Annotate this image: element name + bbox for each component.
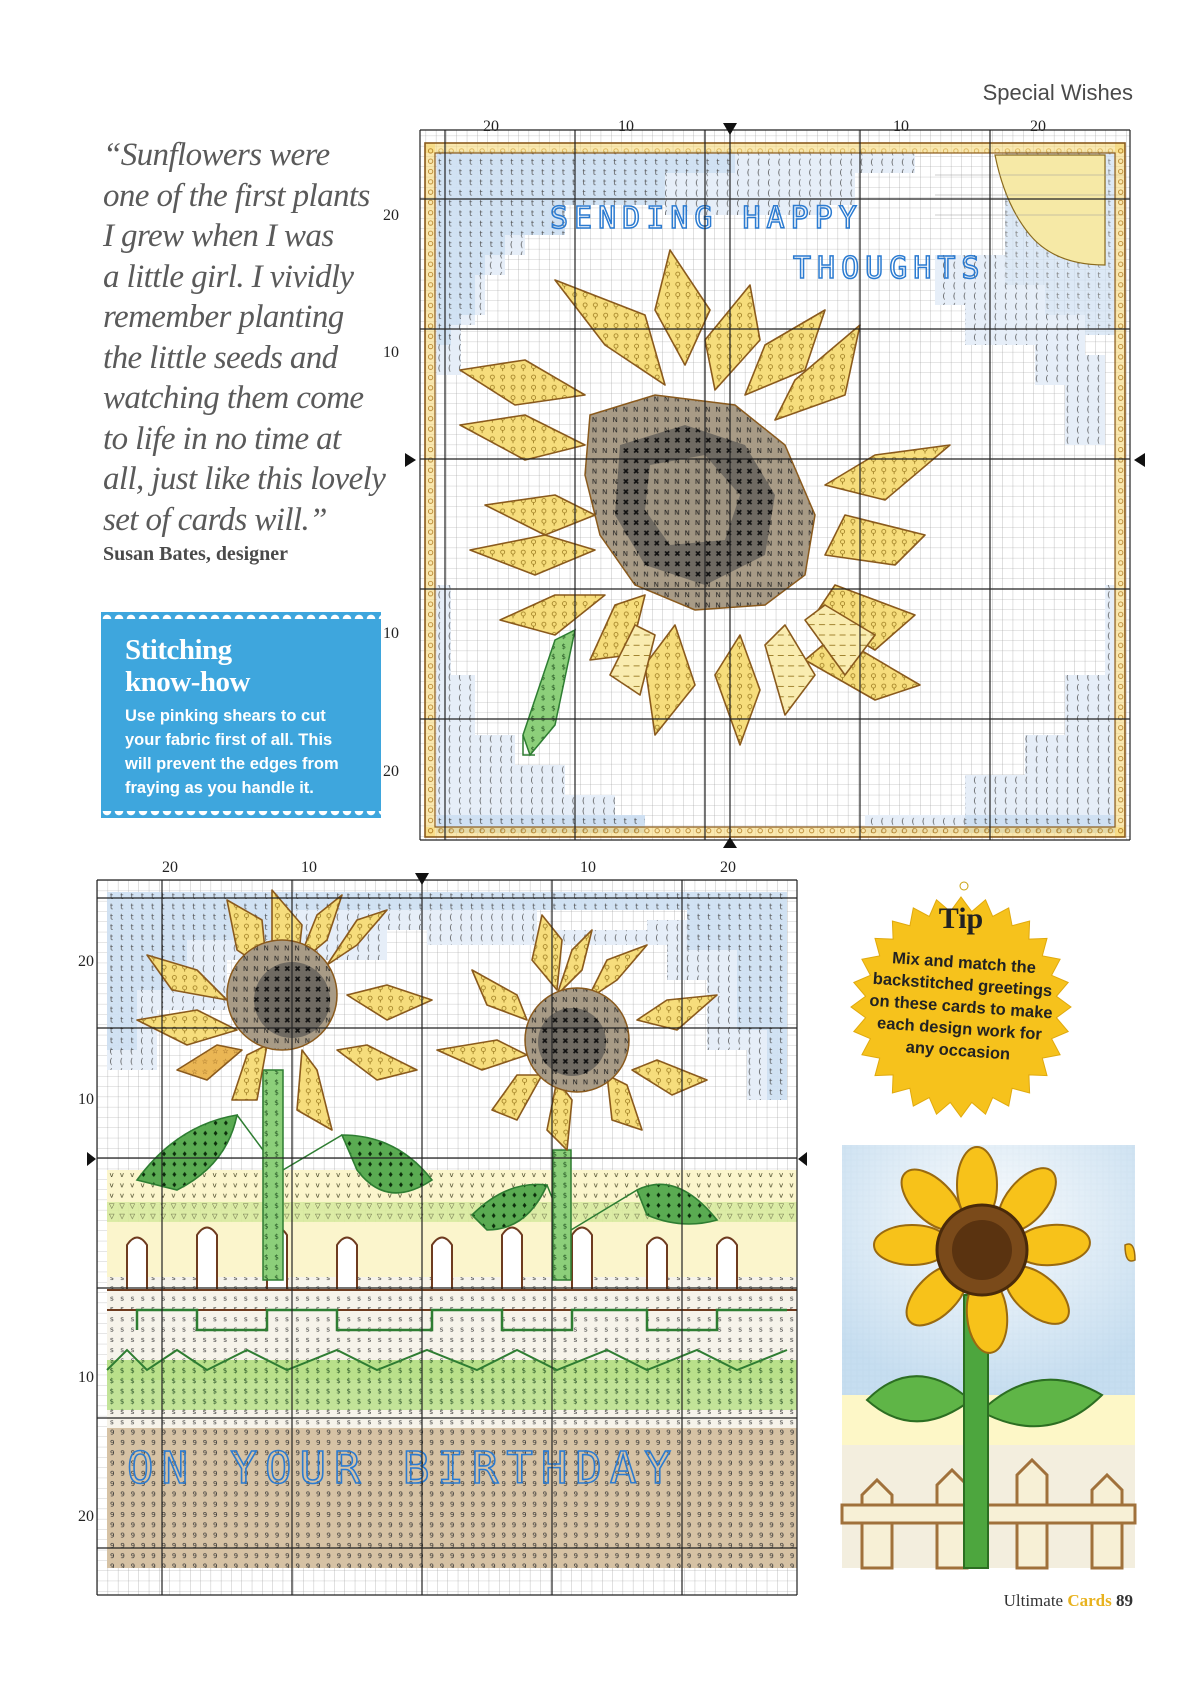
knowhow-title-line: know-how xyxy=(125,666,250,698)
backstitch-text: THOUGHTS xyxy=(793,251,986,286)
axis-number: 10 xyxy=(618,118,634,135)
page-number: 89 xyxy=(1116,1591,1133,1610)
tip-text-line: backstitched greetings xyxy=(872,969,1053,1001)
axis-number: 20 xyxy=(162,859,178,876)
center-arrow-icon xyxy=(798,1152,807,1166)
axis-number: 10 xyxy=(78,1091,94,1108)
quote-line: watching them come xyxy=(103,380,364,416)
axis-number: 20 xyxy=(383,763,399,780)
section-label: Special Wishes xyxy=(982,80,1133,105)
knowhow-text-line: Use pinking shears to cut xyxy=(125,707,326,725)
chart-top-axis-labels xyxy=(380,115,1160,780)
pull-quote xyxy=(103,135,403,540)
tip-text xyxy=(862,946,1059,1069)
axis-number: 20 xyxy=(78,953,94,970)
tip-text-line: each design work for xyxy=(876,1014,1043,1044)
chart-bottom-axis-labels xyxy=(70,858,770,1538)
axis-number: 10 xyxy=(301,859,317,876)
axis-number: 10 xyxy=(383,625,399,642)
tip-badge xyxy=(836,872,1086,1122)
axis-number: 10 xyxy=(78,1369,94,1386)
quote-line: the little seeds and xyxy=(103,339,338,376)
quote-line: a little girl. I vividly xyxy=(103,258,354,295)
axis-number: 20 xyxy=(78,1508,94,1525)
quote-line: to life in no time at xyxy=(103,420,341,457)
tip-text-line: any occasion xyxy=(905,1038,1011,1064)
quote-attribution: Susan Bates, designer xyxy=(103,543,289,565)
axis-number: 20 xyxy=(1030,118,1046,135)
axis-number: 10 xyxy=(580,859,596,876)
backstitch-text: SENDING HAPPY xyxy=(550,201,863,236)
quote-line: set of cards will.” xyxy=(103,501,327,538)
quote-line: I grew when I was xyxy=(103,218,334,254)
axis-number: 20 xyxy=(383,207,399,224)
quote-line: all, just like this lovely xyxy=(103,461,386,497)
knowhow-text-line: will prevent the edges from xyxy=(125,755,339,773)
axis-number: 10 xyxy=(893,118,909,135)
footer-brand-accent: Cards xyxy=(1067,1591,1112,1610)
axis-number: 10 xyxy=(383,344,399,361)
stitching-knowhow-box xyxy=(101,612,381,818)
quote-line: remember planting xyxy=(103,299,344,335)
quote-line: “Sunflowers were xyxy=(103,137,330,173)
knowhow-text-line: your fabric first of all. This xyxy=(125,731,333,749)
knowhow-title xyxy=(125,634,361,698)
stitched-sunflower-photo xyxy=(842,1145,1135,1568)
knowhow-text xyxy=(125,704,361,800)
tip-title: Tip xyxy=(938,902,984,935)
page-footer xyxy=(1004,1591,1133,1611)
axis-number: 20 xyxy=(720,859,736,876)
knowhow-text-line: fraying as you handle it. xyxy=(125,779,314,797)
tip-text-line: on these cards to make xyxy=(868,991,1054,1023)
axis-number: 20 xyxy=(483,118,499,135)
backstitch-text: ON YOUR BIRTHDAY xyxy=(127,1443,679,1494)
footer-brand: Ultimate xyxy=(1003,1591,1064,1610)
quote-line: one of the first plants xyxy=(103,177,370,214)
knowhow-title-line: Stitching xyxy=(125,634,232,666)
tip-text-line: Mix and match the xyxy=(891,949,1037,978)
